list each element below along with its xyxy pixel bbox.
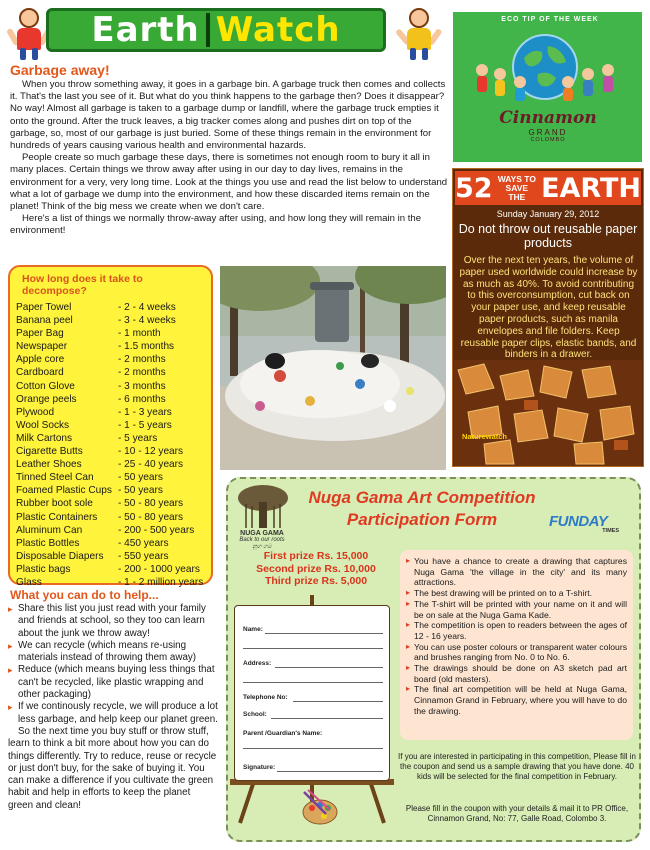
decompose-row (16, 301, 205, 314)
garbage-pile-photo (220, 266, 446, 470)
decompose-item: Tinned Steel Can (16, 472, 94, 484)
garbage-pile-image (220, 266, 446, 470)
decompose-item: Paper Towel (16, 302, 72, 313)
decompose-time: - 50 years (118, 485, 163, 497)
logo-caption-tagline: Back to our roots (239, 537, 285, 543)
prize-list (236, 550, 396, 588)
parent-field[interactable] (243, 748, 383, 749)
ways-body: Over the next ten years, the volume of paper used worldwide could increase by as much as 40%. To avoid contributing to this overconsumption, cut back on your paper use, and keep reusable paper products, such as manila envelopes and file folders. Keep reusable paper clips, elastic bands, and binders in a drawer. (459, 255, 638, 361)
decompose-item: Cotton Glove (16, 380, 75, 392)
decompose-row (16, 393, 205, 406)
paint-palette-icon (300, 788, 340, 828)
address-field-line2[interactable] (243, 682, 383, 683)
rule-item: ▸ You have a chance to create a drawing that captures Nuga Gama 'the village in the city' and its many attractions. (406, 556, 627, 588)
address-field[interactable] (275, 667, 383, 668)
decompose-item: Wool Socks (16, 419, 70, 431)
decompose-time: - 1.5 months (118, 341, 175, 353)
decompose-time: - 3 - 4 weeks (118, 315, 176, 327)
decompose-row (16, 445, 205, 458)
decompose-item: Plywood (16, 406, 55, 418)
decompose-item: Foamed Plastic Cups (16, 485, 112, 497)
decompose-time: - 2 months (118, 367, 166, 379)
title-watch: Watch (215, 10, 341, 50)
decompose-time: - 200 - 500 years (118, 524, 195, 536)
signature-label: Signature: (243, 764, 276, 771)
rule-item: ▸ The T-shirt will be printed with your name on it and will be on sale at the Nuga Gama Kade. (406, 599, 627, 620)
decompose-row (16, 366, 205, 379)
decompose-time: - 50 - 80 years (118, 511, 184, 523)
competition-instructions: If you are interested in participating in this competition, Please fill in the coupon and send us a sample drawing that you have done. 40 kids will be selected for the final competition in February. (398, 752, 636, 781)
title-separator (206, 13, 210, 47)
brand-sub: GRAND (528, 128, 568, 137)
tips-heading: What you can do to help... (10, 588, 159, 602)
decompose-item: Plastic Containers (16, 511, 98, 523)
name-label: Name: (243, 626, 263, 633)
intro-text (10, 79, 448, 238)
name-field-line2[interactable] (243, 648, 383, 649)
decompose-row (16, 497, 205, 510)
prize-first: First prize Rs. 15,000 (263, 550, 369, 562)
decompose-list (16, 301, 205, 589)
decompose-item: Newspaper (16, 341, 68, 353)
masthead (8, 6, 443, 62)
decompose-item: Glass (16, 576, 42, 588)
rule-item: ▸ The drawings should be done on A3 sketch pad art board (old masters). (406, 663, 627, 684)
address-label: Address: (243, 660, 272, 667)
brand-city: COLOMBO (530, 137, 566, 143)
girl-cartoon-icon (8, 8, 50, 60)
intro-paragraph: Here's a list of things we normally throw-away after using, and how long they will remain in the environment! (10, 213, 422, 237)
decompose-item: Leather Shoes (16, 459, 82, 471)
signature-field[interactable] (277, 771, 383, 772)
decompose-time: - 10 - 12 years (118, 446, 184, 458)
decompose-row (16, 314, 205, 327)
brand-name: Cinnamon (499, 108, 597, 128)
children-ring-icon (470, 58, 620, 102)
intro-paragraph: When you throw something away, it goes in a garbage bin. A garbage truck then comes and collects it. That's the last you see of it. But what do you think happens to the garbage then? Does it disappear? No way! Almost all garbage is taken to a garbage dump or landfill, where the garbage truck empties it onto the ground. After the truck leaves, a big tracker comes along and pushes dirt on top of the garbage, so, most of our garbage is just buried. Some of these things remain in the environment for hundreds of years causing various health and environmental hazards. (10, 79, 446, 152)
tips-list (8, 603, 218, 726)
decompose-time: - 550 years (118, 550, 169, 562)
decompose-item: Aluminum Can (16, 524, 83, 536)
name-field[interactable] (265, 633, 383, 634)
tip-item: ▸ We can recycle (which means re-using materials instead of throwing them away) (8, 640, 218, 665)
rules-list (406, 556, 627, 717)
page-title (46, 8, 386, 52)
logo-caption-name: NUGA GAMA (240, 530, 284, 537)
banyan-tree-logo-icon (236, 484, 290, 530)
decompose-time: - 5 years (118, 432, 158, 444)
boy-cartoon-icon (398, 8, 440, 60)
decompose-time: - 1 - 2 million years (118, 576, 204, 588)
competition-title-line2: Participation Form (346, 510, 498, 529)
rule-item: ▸ The competition is open to readers between the ages of 12 - 16 years. (406, 620, 627, 641)
ways-banner (455, 171, 641, 205)
decompose-item: Rubber boot sole (16, 498, 93, 510)
decompose-row (16, 340, 205, 353)
decompose-time: - 2 - 4 weeks (118, 302, 176, 313)
decompose-item: Plastic bags (16, 563, 71, 575)
tips-closing: So the next time you buy stuff or throw stuff, learn to think a bit more about how you can do things differently. Try to reduce, reuse or recycle or just don't buy, for the sake of buying it. You can make a difference if you cultivate the green habit and help in efforts to keep the planet green and clean! (8, 725, 217, 811)
school-field[interactable] (271, 718, 383, 719)
decompose-row (16, 432, 205, 445)
decompose-item: Banana peel (16, 315, 73, 327)
rule-item: ▸ The best drawing will be printed on to a T-shirt. (406, 588, 627, 599)
decompose-time: - 25 - 40 years (118, 459, 184, 471)
decompose-row (16, 537, 205, 550)
prize-third: Third prize Rs. 5,000 (264, 575, 368, 587)
decompose-row (16, 419, 205, 432)
decompose-item: Plastic Bottles (16, 537, 80, 549)
intro-paragraph: People create so much garbage these days, there is sometimes not enough room to bury it all in many places. Certain things we throw away after using in our day to day lives, remains in the environment for a very, very long time. Look at the things you use and read the list below to understand what a lot of garbage we dump into the environment, and how these discarded items remain on the planet! Think of the big mess we create when we don't care. (10, 152, 448, 213)
decompose-time: - 3 months (118, 380, 166, 392)
decompose-row (16, 484, 205, 497)
tip-item: ▸ Reduce (which means buying less things that can't be recycled, like plastic wrapping and other packaging) (8, 664, 218, 701)
intro-heading: Garbage away! (10, 62, 110, 78)
decompose-item: Orange peels (16, 393, 77, 405)
decompose-time: - 2 months (118, 354, 166, 366)
funday-title: FUNDAY (549, 513, 608, 530)
decompose-row (16, 563, 205, 576)
decompose-time: - 6 months (118, 393, 166, 405)
telephone-label: Telephone No: (243, 694, 288, 701)
decompose-row (16, 406, 205, 419)
decompose-row (16, 471, 205, 484)
ways-title: Do not throw out reusable paper products (458, 222, 638, 250)
decompose-row (16, 380, 205, 393)
paper-crafts-illustration (454, 360, 642, 466)
decompose-item: Cigarette Butts (16, 446, 83, 458)
eco-tip-label: ECO TIP OF THE WEEK (501, 16, 599, 23)
tips-section (8, 603, 218, 812)
decompose-item: Cardboard (16, 367, 64, 379)
tip-item: ▸ Share this list you just read with your family and friends at school, so they too can learn about the junk we throw away! (8, 603, 218, 640)
decompose-row (16, 327, 205, 340)
decompose-time: - 1 - 5 years (118, 419, 172, 431)
decompose-item: Paper Bag (16, 328, 64, 340)
nuga-gama-logo-caption (230, 530, 294, 551)
decompose-time: - 1 month (118, 328, 161, 340)
rule-item: ▸ The final art competition will be held at Nuga Gama, Cinnamon Grand in February, where you will have to do the drawing. (406, 684, 627, 716)
competition-title-line1: Nuga Gama Art Competition (308, 488, 536, 507)
decompose-list-box (8, 265, 213, 588)
decompose-item: Disposable Diapers (16, 550, 104, 562)
ways-earth: EARTH (541, 172, 641, 204)
rule-item: ▸ You can use poster colours or transparent water colours and brushes ranging from No. 0 to No. 6. (406, 642, 627, 663)
funday-times-logo (549, 513, 619, 541)
competition-title (296, 487, 548, 531)
participation-form (234, 605, 390, 781)
ways-credit: Naturewatch (462, 432, 508, 441)
decompose-row (16, 511, 205, 524)
decompose-time: - 200 - 1000 years (118, 563, 200, 575)
decompose-row (16, 550, 205, 563)
school-label: School: (243, 711, 267, 718)
ways-number: 52 (455, 172, 493, 204)
parent-label: Parent /Guardian's Name: (243, 730, 323, 737)
mailing-address: Please fill in the coupon with your details & mail it to PR Office, Cinnamon Grand, No: 77, Galle Road, Colombo 3. (405, 804, 629, 823)
decompose-item: Milk Cartons (16, 432, 73, 444)
decompose-item: Apple core (16, 354, 65, 366)
decompose-time: - 1 - 3 years (118, 406, 172, 418)
cinnamon-grand-logo (463, 108, 633, 143)
ways-date: Sunday January 29, 2012 (496, 209, 600, 219)
competition-rules-panel (400, 550, 633, 740)
decompose-heading: How long does it take to decompose? (22, 273, 143, 297)
decompose-row (16, 458, 205, 471)
decompose-time: - 50 years (118, 472, 163, 484)
logo-caption-sinhala: නුග ගම (252, 544, 272, 550)
telephone-field[interactable] (293, 701, 383, 702)
prize-second: Second prize Rs. 10,000 (256, 562, 376, 575)
funday-sub: TIMES (602, 528, 619, 534)
title-earth: Earth (91, 10, 200, 50)
decompose-row (16, 524, 205, 537)
ways-middle: WAYS TO SAVE THE (497, 173, 536, 202)
decompose-time: - 450 years (118, 537, 169, 549)
tip-item: ▸ If we continously recycle, we will produce a lot less garbage, and help keep our planet green. (8, 701, 218, 726)
decompose-row (16, 353, 205, 366)
decompose-time: - 50 - 80 years (118, 498, 184, 510)
